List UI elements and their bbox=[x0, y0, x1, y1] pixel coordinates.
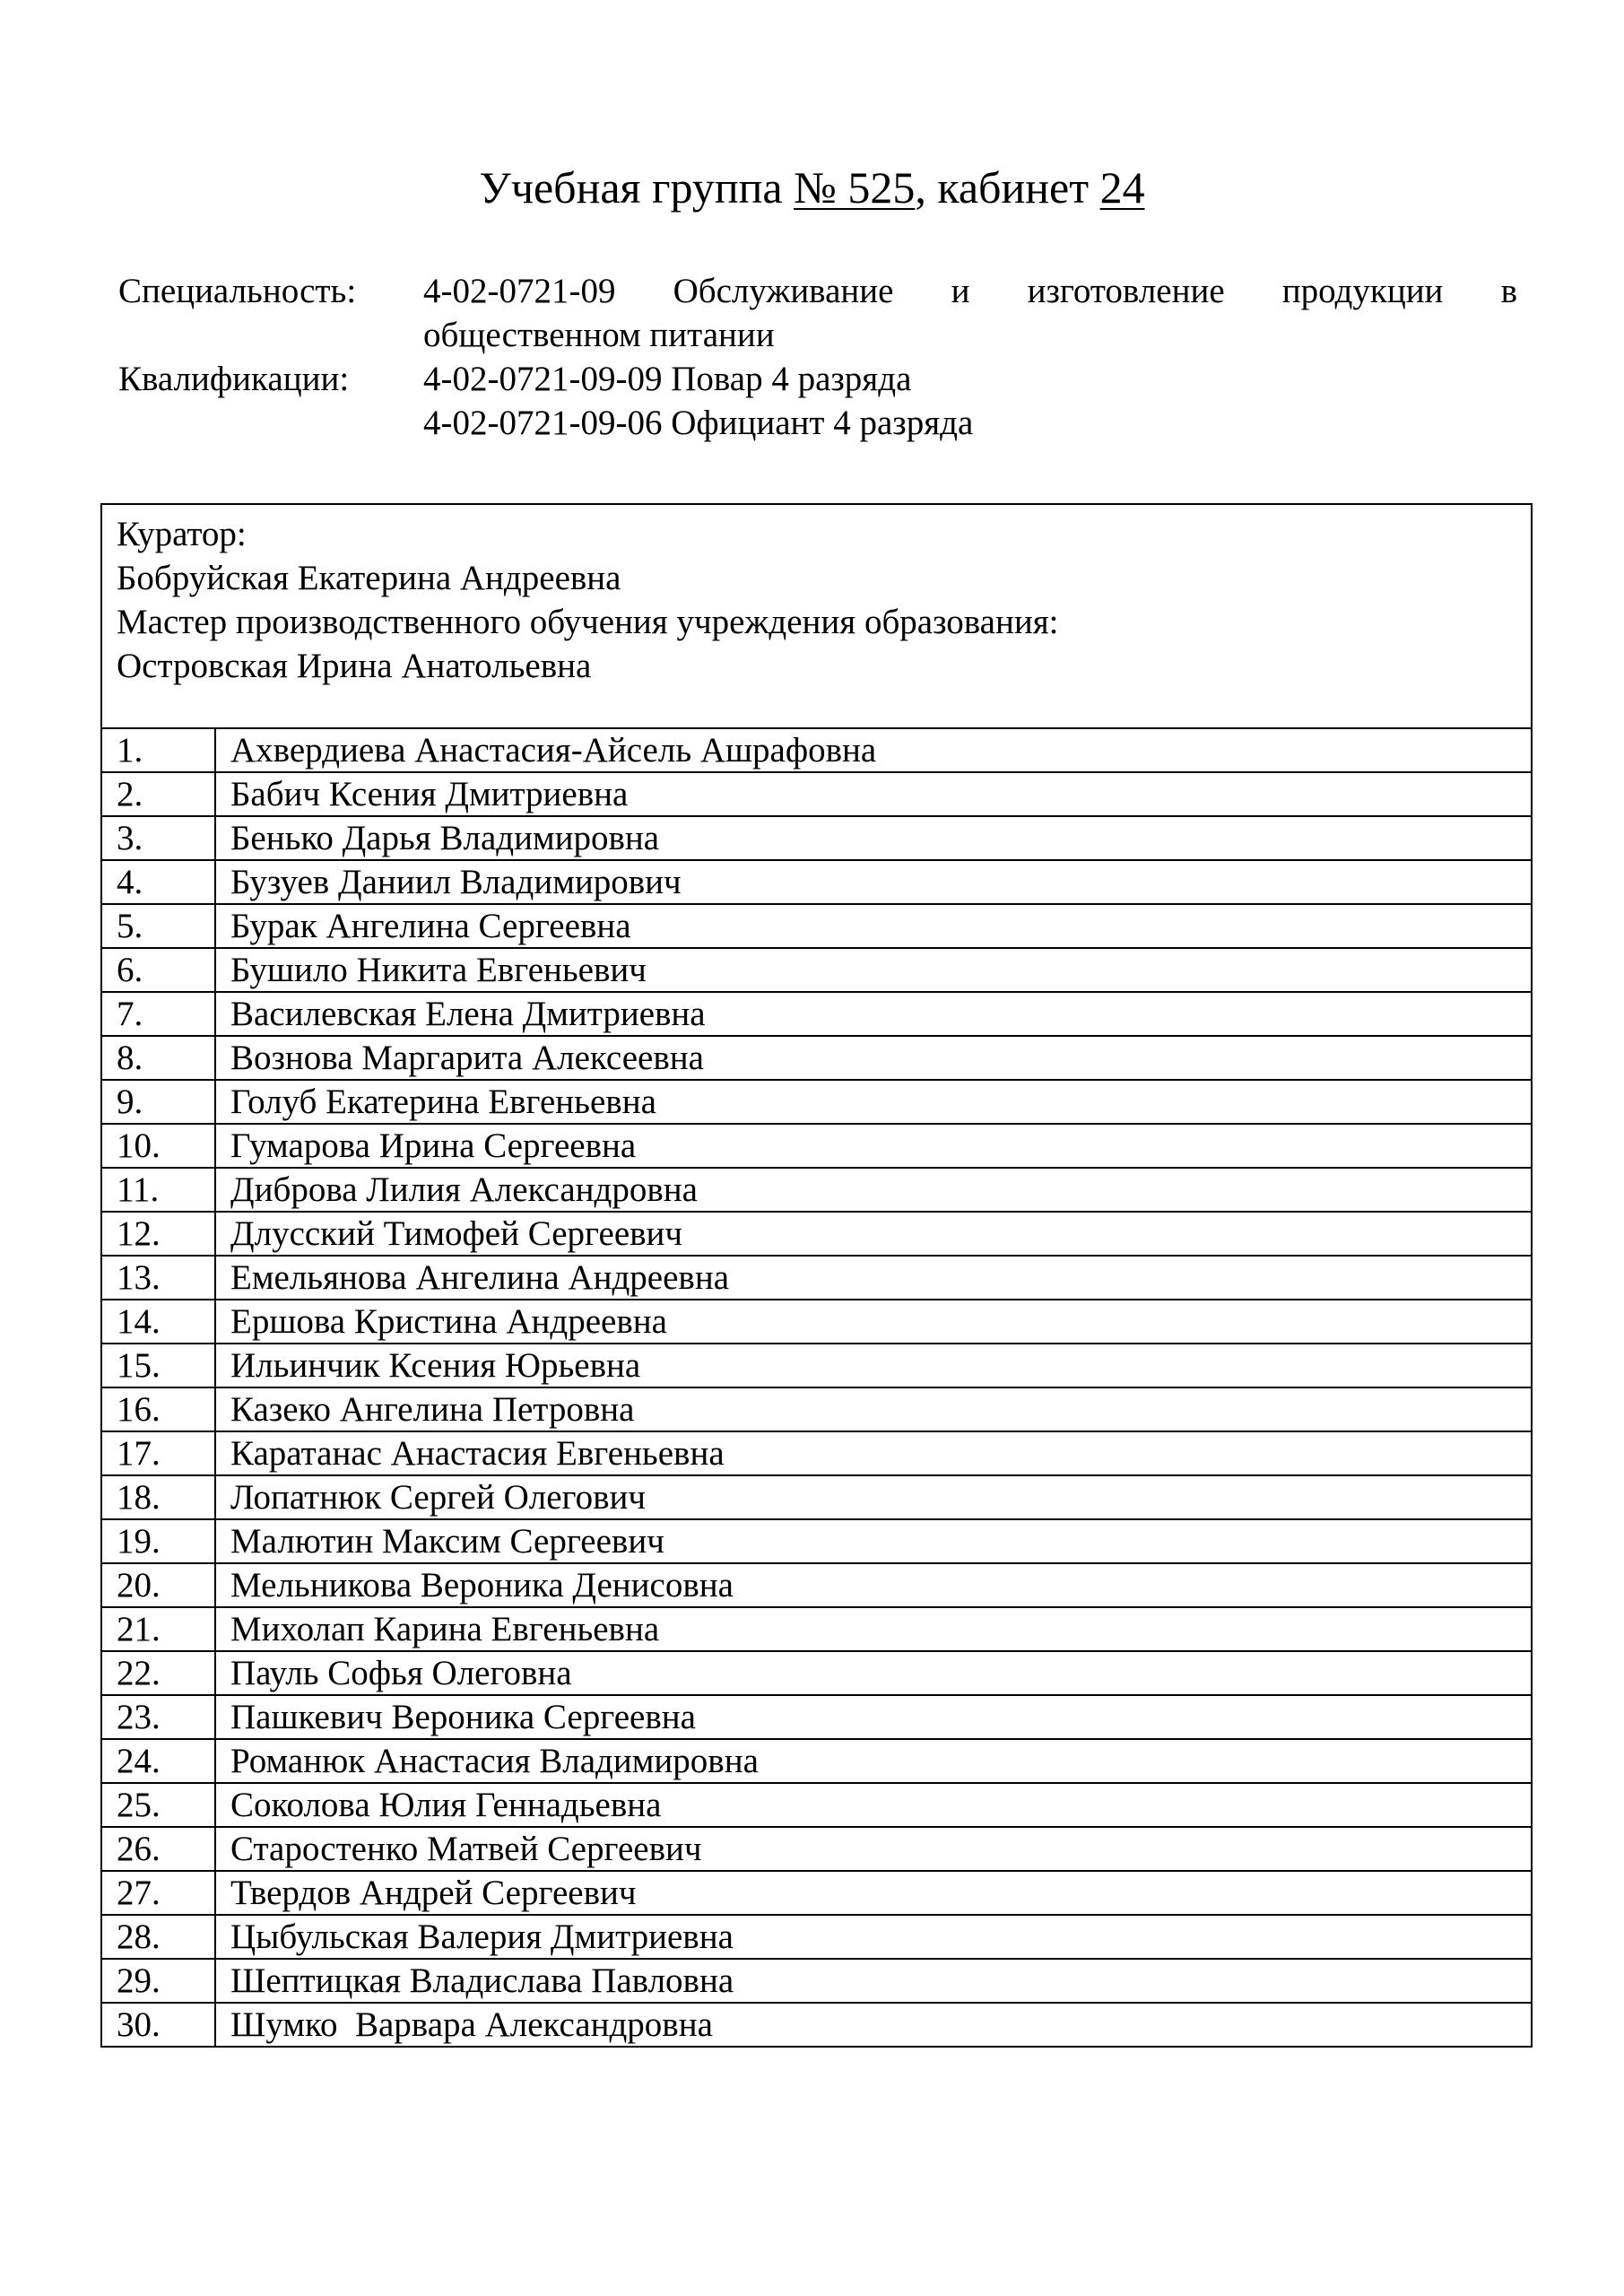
table-row bbox=[101, 1080, 1532, 1124]
student-number: 7. bbox=[101, 992, 215, 1036]
table-row bbox=[101, 816, 1532, 860]
student-number: 10. bbox=[101, 1124, 215, 1168]
group-info bbox=[118, 269, 1517, 445]
student-name: Каратанас Анастасия Евгеньевна bbox=[215, 1431, 1532, 1475]
student-number: 18. bbox=[101, 1475, 215, 1519]
student-name: Бабич Ксения Дмитриевна bbox=[215, 772, 1532, 816]
student-number: 28. bbox=[101, 1915, 215, 1959]
staff-row bbox=[101, 504, 1532, 728]
student-number: 1. bbox=[101, 728, 215, 772]
table-row bbox=[101, 728, 1532, 772]
table-row bbox=[101, 1739, 1532, 1783]
student-name: Бурак Ангелина Сергеевна bbox=[215, 904, 1532, 948]
student-number: 8. bbox=[101, 1036, 215, 1080]
student-number: 30. bbox=[101, 2003, 215, 2047]
student-name: Емельянова Ангелина Андреевна bbox=[215, 1256, 1532, 1300]
qualifications-row bbox=[118, 357, 1517, 445]
student-name: Твердов Андрей Сергеевич bbox=[215, 1871, 1532, 1915]
table-row bbox=[101, 1475, 1532, 1519]
table-row bbox=[101, 904, 1532, 948]
student-name: Шептицкая Владислава Павловна bbox=[215, 1959, 1532, 2003]
specialty-line-1: 4-02-0721-09 Обслуживание и изготовление продукции в bbox=[423, 272, 1517, 310]
table-row bbox=[101, 1344, 1532, 1387]
student-number: 11. bbox=[101, 1168, 215, 1212]
student-name: Цыбульская Валерия Дмитриевна bbox=[215, 1915, 1532, 1959]
student-name: Длусский Тимофей Сергеевич bbox=[215, 1212, 1532, 1256]
student-name: Гумарова Ирина Сергеевна bbox=[215, 1124, 1532, 1168]
student-name: Ершова Кристина Андреевна bbox=[215, 1300, 1532, 1344]
student-number: 14. bbox=[101, 1300, 215, 1344]
table-row bbox=[101, 1387, 1532, 1431]
specialty-row bbox=[118, 269, 1517, 357]
room-number: 24 bbox=[1099, 162, 1145, 213]
student-name: Вознова Маргарита Алексеевна bbox=[215, 1036, 1532, 1080]
table-row bbox=[101, 1212, 1532, 1256]
student-name: Ильинчик Ксения Юрьевна bbox=[215, 1344, 1532, 1387]
table-row bbox=[101, 772, 1532, 816]
student-number: 6. bbox=[101, 948, 215, 992]
student-name: Михолап Карина Евгеньевна bbox=[215, 1607, 1532, 1651]
student-name: Пашкевич Вероника Сергеевна bbox=[215, 1695, 1532, 1739]
qualification-item: 4-02-0721-09-09 Повар 4 разряда bbox=[423, 360, 912, 398]
student-name: Романюк Анастасия Владимировна bbox=[215, 1739, 1532, 1783]
table-row bbox=[101, 1563, 1532, 1607]
group-number: № 525 bbox=[794, 162, 916, 213]
student-number: 15. bbox=[101, 1344, 215, 1387]
student-roster-table bbox=[100, 503, 1533, 2048]
curator-name: Бобруйская Екатерина Андреевна bbox=[117, 559, 621, 597]
table-row bbox=[101, 1036, 1532, 1080]
student-name: Пауль Софья Олеговна bbox=[215, 1651, 1532, 1695]
student-number: 16. bbox=[101, 1387, 215, 1431]
table-row bbox=[101, 1915, 1532, 1959]
table-row bbox=[101, 1959, 1532, 2003]
student-number: 17. bbox=[101, 1431, 215, 1475]
student-name: Лопатнюк Сергей Олегович bbox=[215, 1475, 1532, 1519]
student-name: Ахвердиева Анастасия-Айсель Ашрафовна bbox=[215, 728, 1532, 772]
student-number: 9. bbox=[101, 1080, 215, 1124]
table-row bbox=[101, 948, 1532, 992]
table-row bbox=[101, 1827, 1532, 1871]
student-name: Диброва Лилия Александровна bbox=[215, 1168, 1532, 1212]
table-row bbox=[101, 1300, 1532, 1344]
student-name: Малютин Максим Сергеевич bbox=[215, 1519, 1532, 1563]
student-number: 2. bbox=[101, 772, 215, 816]
student-number: 29. bbox=[101, 1959, 215, 2003]
table-row bbox=[101, 1124, 1532, 1168]
student-name: Шумко Варвара Александровна bbox=[215, 2003, 1532, 2047]
table-row bbox=[101, 1651, 1532, 1695]
student-number: 27. bbox=[101, 1871, 215, 1915]
table-row bbox=[101, 2003, 1532, 2047]
title-prefix: Учебная группа bbox=[479, 162, 795, 213]
specialty-label: Специальность: bbox=[118, 272, 357, 310]
page-title bbox=[0, 158, 1624, 217]
specialty-value bbox=[423, 269, 1517, 357]
master-label: Мастер производственного обучения учреждения образования: bbox=[117, 603, 1059, 641]
master-name: Островская Ирина Анатольевна bbox=[117, 647, 592, 685]
student-name: Бузуев Даниил Владимирович bbox=[215, 860, 1532, 904]
student-name: Казеко Ангелина Петровна bbox=[215, 1387, 1532, 1431]
table-row bbox=[101, 1256, 1532, 1300]
student-number: 22. bbox=[101, 1651, 215, 1695]
student-name: Соколова Юлия Геннадьевна bbox=[215, 1783, 1532, 1827]
table-row bbox=[101, 1168, 1532, 1212]
table-row bbox=[101, 1519, 1532, 1563]
student-name: Мельникова Вероника Денисовна bbox=[215, 1563, 1532, 1607]
qualification-item: 4-02-0721-09-06 Официант 4 разряда bbox=[423, 404, 974, 442]
student-number: 13. bbox=[101, 1256, 215, 1300]
student-name: Бушило Никита Евгеньевич bbox=[215, 948, 1532, 992]
table-row bbox=[101, 1607, 1532, 1651]
student-number: 24. bbox=[101, 1739, 215, 1783]
student-name: Голуб Екатерина Евгеньевна bbox=[215, 1080, 1532, 1124]
student-number: 5. bbox=[101, 904, 215, 948]
student-name: Василевская Елена Дмитриевна bbox=[215, 992, 1532, 1036]
student-number: 25. bbox=[101, 1783, 215, 1827]
curator-label: Куратор: bbox=[117, 515, 247, 553]
student-name: Старостенко Матвей Сергеевич bbox=[215, 1827, 1532, 1871]
student-number: 4. bbox=[101, 860, 215, 904]
table-row bbox=[101, 992, 1532, 1036]
table-row bbox=[101, 1871, 1532, 1915]
table-row bbox=[101, 1783, 1532, 1827]
table-row bbox=[101, 1431, 1532, 1475]
specialty-line-2: общественном питании bbox=[423, 316, 775, 354]
qualifications-value bbox=[423, 357, 1517, 445]
table-row bbox=[101, 1695, 1532, 1739]
student-number: 26. bbox=[101, 1827, 215, 1871]
title-middle: , кабинет bbox=[915, 162, 1100, 213]
student-number: 3. bbox=[101, 816, 215, 860]
staff-cell bbox=[101, 504, 1532, 728]
student-name: Бенько Дарья Владимировна bbox=[215, 816, 1532, 860]
table-row bbox=[101, 860, 1532, 904]
student-number: 19. bbox=[101, 1519, 215, 1563]
student-number: 12. bbox=[101, 1212, 215, 1256]
student-number: 21. bbox=[101, 1607, 215, 1651]
student-number: 20. bbox=[101, 1563, 215, 1607]
student-number: 23. bbox=[101, 1695, 215, 1739]
qualifications-label: Квалификации: bbox=[118, 360, 350, 398]
